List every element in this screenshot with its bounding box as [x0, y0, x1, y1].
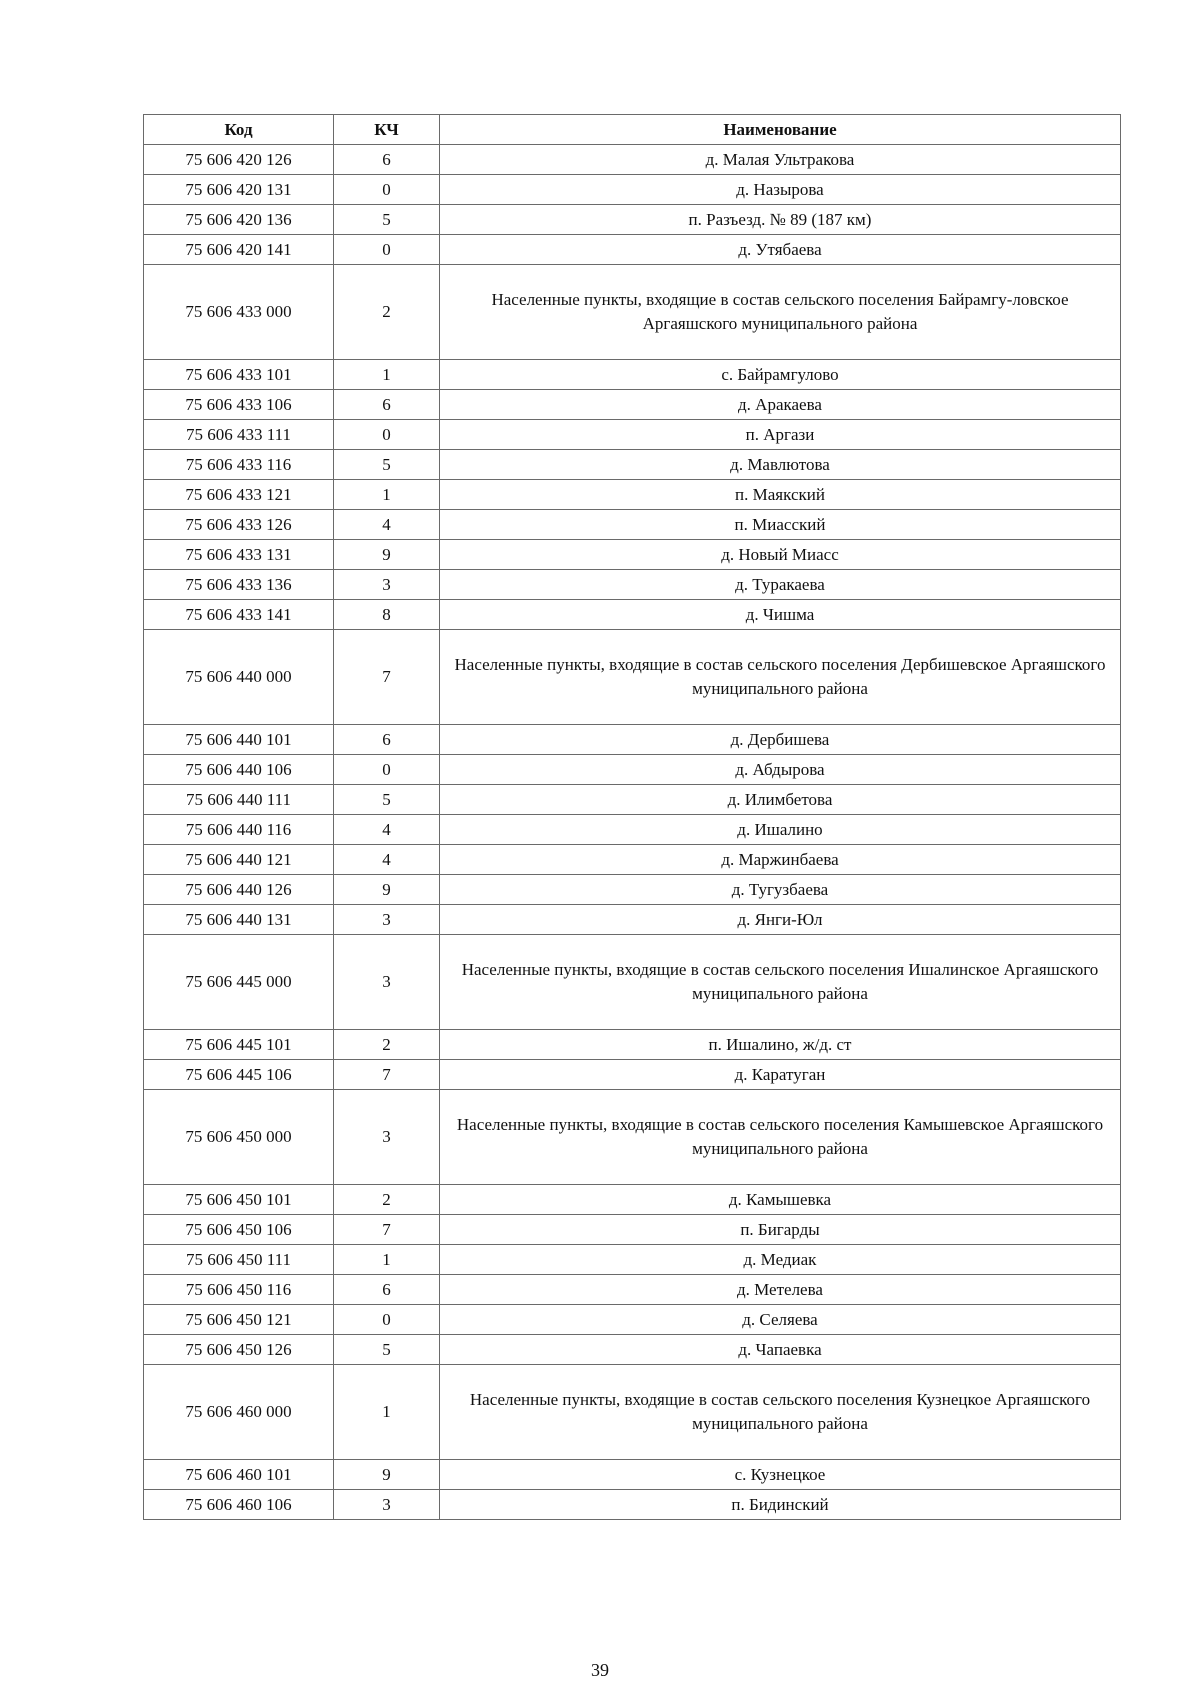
header-name: Наименование: [440, 115, 1121, 145]
cell-name: п. Ишалино, ж/д. ст: [440, 1030, 1121, 1060]
cell-kch: 7: [334, 630, 440, 725]
cell-kch: 9: [334, 540, 440, 570]
table-row: [144, 1215, 1121, 1245]
table-row: [144, 905, 1121, 935]
cell-name: д. Аракаева: [440, 390, 1121, 420]
cell-kch: 0: [334, 175, 440, 205]
cell-kch: 0: [334, 235, 440, 265]
cell-code: 75 606 420 141: [144, 235, 334, 265]
table-row: [144, 1245, 1121, 1275]
cell-name: д. Малая Ультракова: [440, 145, 1121, 175]
cell-name: д. Камышевка: [440, 1185, 1121, 1215]
cell-code: 75 606 445 101: [144, 1030, 334, 1060]
table-row: [144, 725, 1121, 755]
cell-name: д. Янги-Юл: [440, 905, 1121, 935]
table-row: [144, 420, 1121, 450]
table-row: [144, 540, 1121, 570]
cell-name: Населенные пункты, входящие в состав сельского поселения Дербишевское Аргаяшского муниципального района: [440, 630, 1121, 725]
cell-code: 75 606 445 000: [144, 935, 334, 1030]
cell-code: 75 606 433 116: [144, 450, 334, 480]
table-row: [144, 510, 1121, 540]
cell-name: Населенные пункты, входящие в состав сельского поселения Байрамгу-ловское Аргаяшского муниципального района: [440, 265, 1121, 360]
cell-name: с. Кузнецкое: [440, 1460, 1121, 1490]
cell-name: д. Чапаевка: [440, 1335, 1121, 1365]
cell-code: 75 606 433 111: [144, 420, 334, 450]
header-kch: КЧ: [334, 115, 440, 145]
cell-kch: 9: [334, 875, 440, 905]
cell-name: д. Тугузбаева: [440, 875, 1121, 905]
cell-code: 75 606 440 111: [144, 785, 334, 815]
cell-kch: 3: [334, 1090, 440, 1185]
table-row: [144, 205, 1121, 235]
cell-code: 75 606 450 126: [144, 1335, 334, 1365]
table-body: [144, 145, 1121, 1520]
cell-kch: 9: [334, 1460, 440, 1490]
cell-code: 75 606 450 116: [144, 1275, 334, 1305]
cell-name: п. Аргази: [440, 420, 1121, 450]
table-row: [144, 1460, 1121, 1490]
cell-code: 75 606 450 106: [144, 1215, 334, 1245]
table-row: [144, 785, 1121, 815]
header-code: Код: [144, 115, 334, 145]
cell-name: д. Мавлютова: [440, 450, 1121, 480]
cell-name: Населенные пункты, входящие в состав сельского поселения Кузнецкое Аргаяшского муниципального района: [440, 1365, 1121, 1460]
cell-name: д. Абдырова: [440, 755, 1121, 785]
cell-kch: 6: [334, 725, 440, 755]
cell-code: 75 606 440 116: [144, 815, 334, 845]
cell-code: 75 606 433 101: [144, 360, 334, 390]
table-row: [144, 390, 1121, 420]
cell-code: 75 606 420 136: [144, 205, 334, 235]
cell-name: д. Утябаева: [440, 235, 1121, 265]
cell-kch: 0: [334, 755, 440, 785]
cell-name: д. Ишалино: [440, 815, 1121, 845]
cell-code: 75 606 460 101: [144, 1460, 334, 1490]
cell-name: д. Каратуган: [440, 1060, 1121, 1090]
cell-kch: 4: [334, 815, 440, 845]
table-row: [144, 630, 1121, 725]
table-row: [144, 845, 1121, 875]
table-row: [144, 1275, 1121, 1305]
cell-name: д. Метелева: [440, 1275, 1121, 1305]
cell-name: д. Дербишева: [440, 725, 1121, 755]
cell-name: д. Новый Миасс: [440, 540, 1121, 570]
cell-kch: 0: [334, 420, 440, 450]
table-row: [144, 1030, 1121, 1060]
cell-kch: 6: [334, 1275, 440, 1305]
cell-kch: 4: [334, 510, 440, 540]
cell-kch: 5: [334, 1335, 440, 1365]
cell-code: 75 606 445 106: [144, 1060, 334, 1090]
cell-code: 75 606 450 121: [144, 1305, 334, 1335]
cell-name: д. Илимбетова: [440, 785, 1121, 815]
table-row: [144, 1185, 1121, 1215]
cell-name: п. Маякский: [440, 480, 1121, 510]
cell-code: 75 606 433 121: [144, 480, 334, 510]
cell-name: п. Бидинский: [440, 1490, 1121, 1520]
cell-code: 75 606 433 000: [144, 265, 334, 360]
table-row: [144, 1335, 1121, 1365]
cell-code: 75 606 440 000: [144, 630, 334, 725]
cell-kch: 0: [334, 1305, 440, 1335]
table-row: [144, 875, 1121, 905]
cell-kch: 2: [334, 1030, 440, 1060]
cell-kch: 1: [334, 480, 440, 510]
table-row: [144, 600, 1121, 630]
cell-kch: 7: [334, 1215, 440, 1245]
cell-kch: 3: [334, 570, 440, 600]
table-row: [144, 175, 1121, 205]
table-row: [144, 1060, 1121, 1090]
cell-code: 75 606 440 131: [144, 905, 334, 935]
cell-kch: 6: [334, 390, 440, 420]
table-row: [144, 815, 1121, 845]
table-row: [144, 450, 1121, 480]
cell-name: Населенные пункты, входящие в состав сельского поселения Камышевское Аргаяшского муниципального района: [440, 1090, 1121, 1185]
cell-name: д. Чишма: [440, 600, 1121, 630]
cell-code: 75 606 433 126: [144, 510, 334, 540]
table-row: [144, 935, 1121, 1030]
cell-kch: 8: [334, 600, 440, 630]
cell-code: 75 606 460 000: [144, 1365, 334, 1460]
cell-code: 75 606 440 106: [144, 755, 334, 785]
cell-name: д. Назырова: [440, 175, 1121, 205]
cell-name: д. Селяева: [440, 1305, 1121, 1335]
cell-kch: 2: [334, 1185, 440, 1215]
cell-code: 75 606 460 106: [144, 1490, 334, 1520]
cell-name: п. Разъезд. № 89 (187 км): [440, 205, 1121, 235]
cell-kch: 6: [334, 145, 440, 175]
cell-kch: 1: [334, 1365, 440, 1460]
cell-code: 75 606 450 101: [144, 1185, 334, 1215]
cell-code: 75 606 420 126: [144, 145, 334, 175]
table-row: [144, 480, 1121, 510]
cell-kch: 4: [334, 845, 440, 875]
cell-kch: 3: [334, 1490, 440, 1520]
cell-code: 75 606 440 126: [144, 875, 334, 905]
table-row: [144, 570, 1121, 600]
table-header-row: [144, 115, 1121, 145]
page-number: 39: [591, 1660, 609, 1680]
table-row: [144, 145, 1121, 175]
cell-code: 75 606 440 121: [144, 845, 334, 875]
cell-kch: 5: [334, 785, 440, 815]
cell-code: 75 606 420 131: [144, 175, 334, 205]
cell-code: 75 606 433 131: [144, 540, 334, 570]
table-row: [144, 1090, 1121, 1185]
cell-kch: 3: [334, 905, 440, 935]
cell-name: п. Миасский: [440, 510, 1121, 540]
cell-kch: 5: [334, 450, 440, 480]
cell-code: 75 606 433 106: [144, 390, 334, 420]
cell-code: 75 606 433 136: [144, 570, 334, 600]
cell-code: 75 606 440 101: [144, 725, 334, 755]
table-row: [144, 235, 1121, 265]
cell-kch: 1: [334, 1245, 440, 1275]
cell-kch: 1: [334, 360, 440, 390]
cell-code: 75 606 433 141: [144, 600, 334, 630]
cell-kch: 2: [334, 265, 440, 360]
cell-code: 75 606 450 111: [144, 1245, 334, 1275]
cell-name: д. Туракаева: [440, 570, 1121, 600]
cell-name: д. Медиак: [440, 1245, 1121, 1275]
table-row: [144, 265, 1121, 360]
table-row: [144, 1365, 1121, 1460]
cell-name: д. Маржинбаева: [440, 845, 1121, 875]
table-row: [144, 1490, 1121, 1520]
table-row: [144, 755, 1121, 785]
cell-name: Населенные пункты, входящие в состав сельского поселения Ишалинское Аргаяшского муниципального района: [440, 935, 1121, 1030]
cell-name: с. Байрамгулово: [440, 360, 1121, 390]
table-row: [144, 360, 1121, 390]
okato-table: [143, 114, 1121, 1520]
cell-kch: 7: [334, 1060, 440, 1090]
cell-name: п. Бигарды: [440, 1215, 1121, 1245]
cell-code: 75 606 450 000: [144, 1090, 334, 1185]
cell-kch: 3: [334, 935, 440, 1030]
table-row: [144, 1305, 1121, 1335]
cell-kch: 5: [334, 205, 440, 235]
